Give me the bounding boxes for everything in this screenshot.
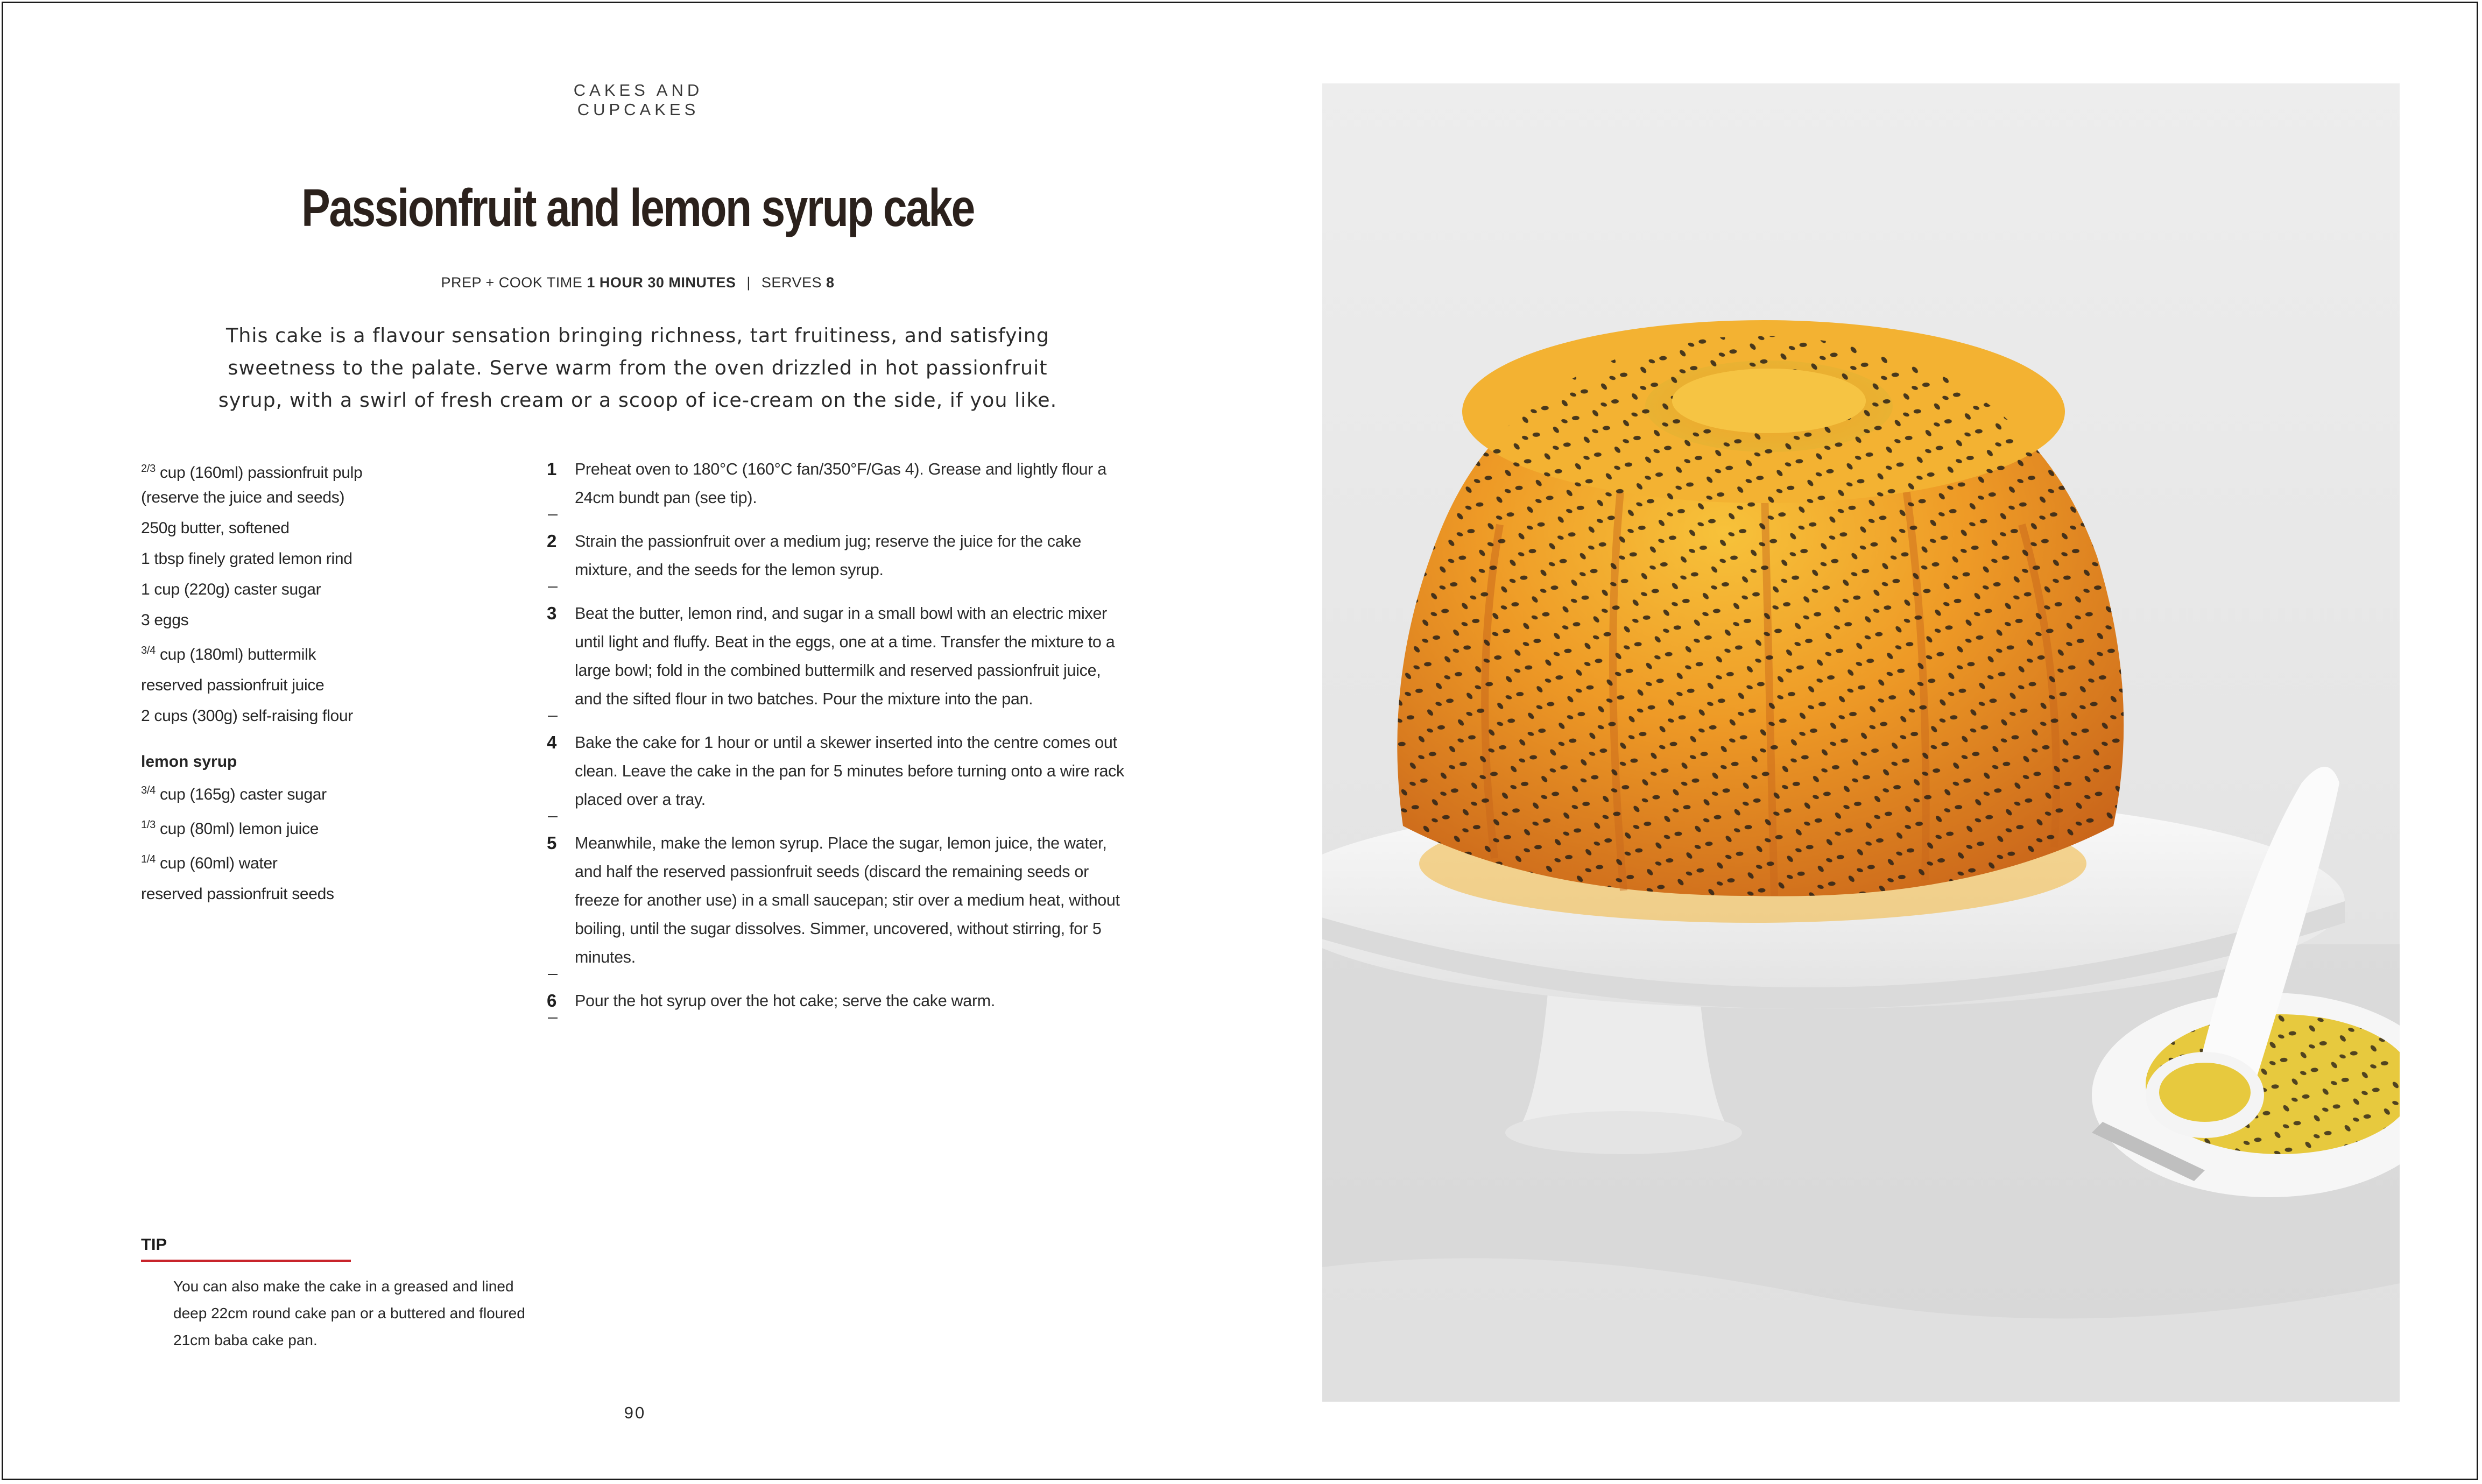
meta-separator: | xyxy=(746,274,751,291)
step-text: Bake the cake for 1 hour or until a skewer inserted into the centre comes out clean. Leave the cake in the pan for 5 minutes before turning onto a wire rack placed over a tray. xyxy=(575,733,1125,809)
ingredient-item xyxy=(141,543,442,574)
prep-value: 1 HOUR 30 MINUTES xyxy=(587,274,736,291)
ingredient-item xyxy=(141,635,442,670)
ingredient-item xyxy=(141,701,442,731)
ingredient-text: reserved passionfruit juice xyxy=(141,676,325,694)
method-step xyxy=(547,455,1128,512)
step-text: Meanwhile, make the lemon syrup. Place the sugar, lemon juice, the water, and half the reserved passionfruit seeds (discard the remaining seeds or freeze for another use) in a small saucepan; stir over a medium heat, without boiling, until the sugar dissolves. Simmer, uncovered, without stirring, for 5 minutes. xyxy=(575,834,1120,966)
syrup-ingredient-item xyxy=(141,879,442,909)
step-number: 2 xyxy=(547,527,575,584)
section-label: CAKES AND CUPCAKES xyxy=(573,81,703,119)
ingredients-list xyxy=(141,456,442,909)
prep-label: PREP + COOK TIME xyxy=(441,274,583,291)
ingredient-text: cup (165g) caster sugar xyxy=(155,786,327,803)
ingredient-text: 250g butter, softened xyxy=(141,519,290,537)
syrup-ingredient-item xyxy=(141,844,442,879)
syrup-ingredient-item xyxy=(141,775,442,810)
step-number: 3 xyxy=(547,599,575,713)
ingredient-fraction: 3/4 xyxy=(141,785,156,796)
cake-photo xyxy=(1322,83,2400,1402)
method-step xyxy=(547,599,1128,713)
step-text: Pour the hot syrup over the hot cake; serve the cake warm. xyxy=(575,992,996,1010)
ingredient-text: 2 cups (300g) self-raising flour xyxy=(141,707,353,725)
tip-text: You can also make the cake in a greased and lined deep 22cm round cake pan or a buttered and floured 21cm baba cake pan. xyxy=(173,1278,525,1348)
ingredient-text: reserved passionfruit seeds xyxy=(141,885,334,903)
step-number: 1 xyxy=(547,455,575,512)
recipe-meta xyxy=(377,274,899,291)
ingredient-fraction: 3/4 xyxy=(141,645,156,656)
ingredient-text: cup (60ml) water xyxy=(155,854,278,872)
syrup-ingredient-item xyxy=(141,810,442,844)
ingredient-text: cup (80ml) lemon juice xyxy=(155,820,319,838)
step-number: 4 xyxy=(547,729,575,814)
ingredient-fraction: 2/3 xyxy=(141,463,156,475)
step-text: Beat the butter, lemon rind, and sugar in a small bowl with an electric mixer until light and fluffy. Beat in the eggs, one at a time. Transfer the mixture to a large bowl; fold in the combined buttermilk and reserved passionfruit juice, and the sifted flour in two batches. Pour the mixture into the pan. xyxy=(575,604,1115,708)
ingredient-item xyxy=(141,605,442,635)
ingredient-fraction: 1/3 xyxy=(141,819,156,831)
cake-illustration xyxy=(1322,83,2400,1402)
page-number: 90 xyxy=(624,1403,646,1422)
ingredient-item xyxy=(141,456,442,510)
ingredient-fraction: 1/4 xyxy=(141,853,156,865)
step-number: 5 xyxy=(547,829,575,972)
syrup-heading: lemon syrup xyxy=(141,753,237,771)
method-step xyxy=(547,829,1128,972)
serves-label: SERVES xyxy=(761,274,822,291)
tip-heading: TIP xyxy=(141,1235,351,1262)
recipe-intro: This cake is a flavour sensation bringing richness, tart fruitiness, and satisfying sweetness to the palate. Serve warm from the oven drizzled in hot passionfruit syrup, with a swirl of fresh cream or a scoop of ice-cream on the side, if you like. xyxy=(218,324,1057,412)
method-step xyxy=(547,729,1128,814)
method-step xyxy=(547,527,1128,584)
serves-value: 8 xyxy=(826,274,835,291)
ingredient-text: 1 cup (220g) caster sugar xyxy=(141,581,321,598)
ingredient-text: cup (160ml) passionfruit pulp xyxy=(155,464,363,482)
ingredient-text: 3 eggs xyxy=(141,611,189,629)
step-number: 6 xyxy=(547,987,575,1015)
ingredient-item xyxy=(141,574,442,605)
step-text: Preheat oven to 180°C (160°C fan/350°F/Gas 4). Grease and lightly flour a 24cm bundt pan (see tip). xyxy=(575,460,1106,507)
step-text: Strain the passionfruit over a medium jug; reserve the juice for the cake mixture, and the seeds for the lemon syrup. xyxy=(575,532,1082,579)
ingredient-item xyxy=(141,670,442,701)
ingredient-item xyxy=(141,513,442,543)
method-step xyxy=(547,987,1128,1015)
ingredient-text-continued: (reserve the juice and seeds) xyxy=(141,489,345,506)
recipe-title: Passionfruit and lemon syrup cake xyxy=(301,178,974,237)
ingredient-text: cup (180ml) buttermilk xyxy=(155,646,316,663)
method-steps xyxy=(547,455,1128,1030)
ingredient-text: 1 tbsp finely grated lemon rind xyxy=(141,550,352,568)
